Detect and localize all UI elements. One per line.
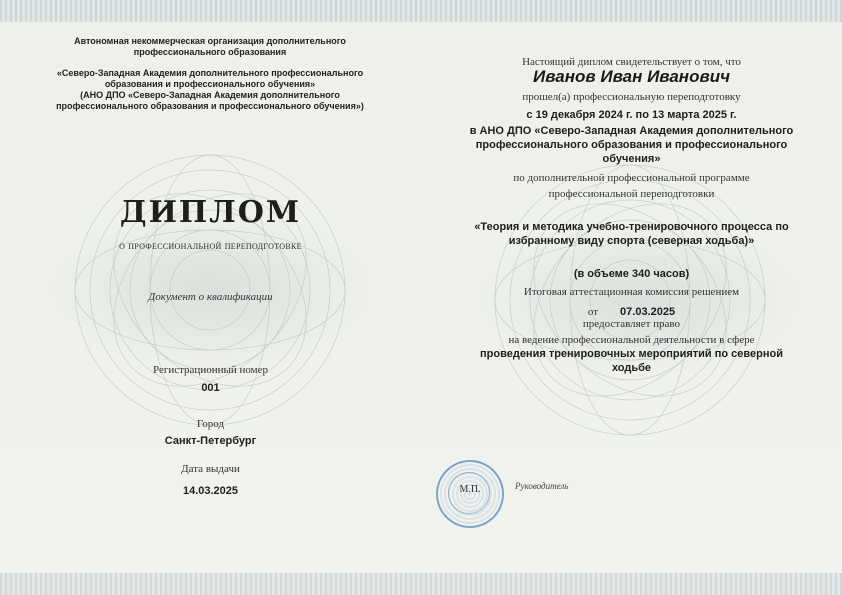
org-line: «Северо-Западная Академия дополнительного профессионального	[56, 68, 364, 78]
from-label: от	[587, 306, 599, 318]
issue-date-label: Дата выдачи	[181, 463, 240, 475]
org-line: Автономная некоммерческая организация дополнительного	[74, 36, 346, 46]
org-line: профессионального образования	[133, 47, 287, 57]
stamp-place-label: М.П.	[459, 484, 481, 495]
official-seal	[436, 460, 504, 528]
org-line: (АНО ДПО «Северо-Западная Академия дополнительного	[80, 90, 340, 100]
decision-date: 07.03.2025	[620, 306, 676, 318]
certifies-line: Настоящий диплом свидетельствует о том, что	[522, 56, 741, 68]
holder-name: Иванов Иван Иванович	[532, 67, 731, 86]
document-type: Документ о квалификации	[148, 291, 273, 303]
program-name: избранному виду спорта (северная ходьба)»	[508, 235, 755, 247]
issue-date: 14.03.2025	[182, 485, 239, 497]
activity-field: проведения тренировочных мероприятий по северной	[480, 348, 783, 360]
commission-line: Итоговая аттестационная комиссия решением	[523, 286, 740, 298]
completed-line: прошел(а) профессиональную переподготовку	[522, 91, 741, 103]
issuing-organization	[10, 36, 410, 112]
signature-label: Руководитель	[515, 481, 569, 491]
program-line: профессиональной переподготовки	[548, 188, 715, 200]
registration-number: 001	[201, 382, 220, 394]
registration-number-label: Регистрационный номер	[152, 364, 269, 376]
program-line: по дополнительной профессиональной программе	[513, 172, 750, 184]
academy-line: в АНО ДПО «Северо-Западная Академия дополнительного	[469, 125, 794, 137]
activity-line: на ведение профессиональной деятельности в сфере	[508, 334, 755, 346]
academy-line: профессионального образования и профессионального	[475, 139, 788, 151]
diploma-subtitle: о профессиональной переподготовке	[119, 240, 302, 252]
program-name: «Теория и методика учебно-тренировочного процесса по	[474, 221, 789, 233]
grants-line: предоставляет право	[582, 318, 681, 330]
org-line: профессионального образования и профессионального обучения»)	[56, 101, 364, 111]
program-volume: (в объеме 340 часов)	[573, 268, 690, 280]
activity-field: ходьбе	[611, 362, 652, 374]
study-period: с 19 декабря 2024 г. по 13 марта 2025 г.	[526, 109, 737, 121]
diploma-title: ДИПЛОМ	[119, 195, 302, 230]
city: Санкт-Петербург	[164, 435, 257, 447]
org-line: образования и профессионального обучения»	[104, 79, 316, 89]
academy-line: обучения»	[602, 153, 661, 165]
city-label: Город	[196, 418, 225, 430]
